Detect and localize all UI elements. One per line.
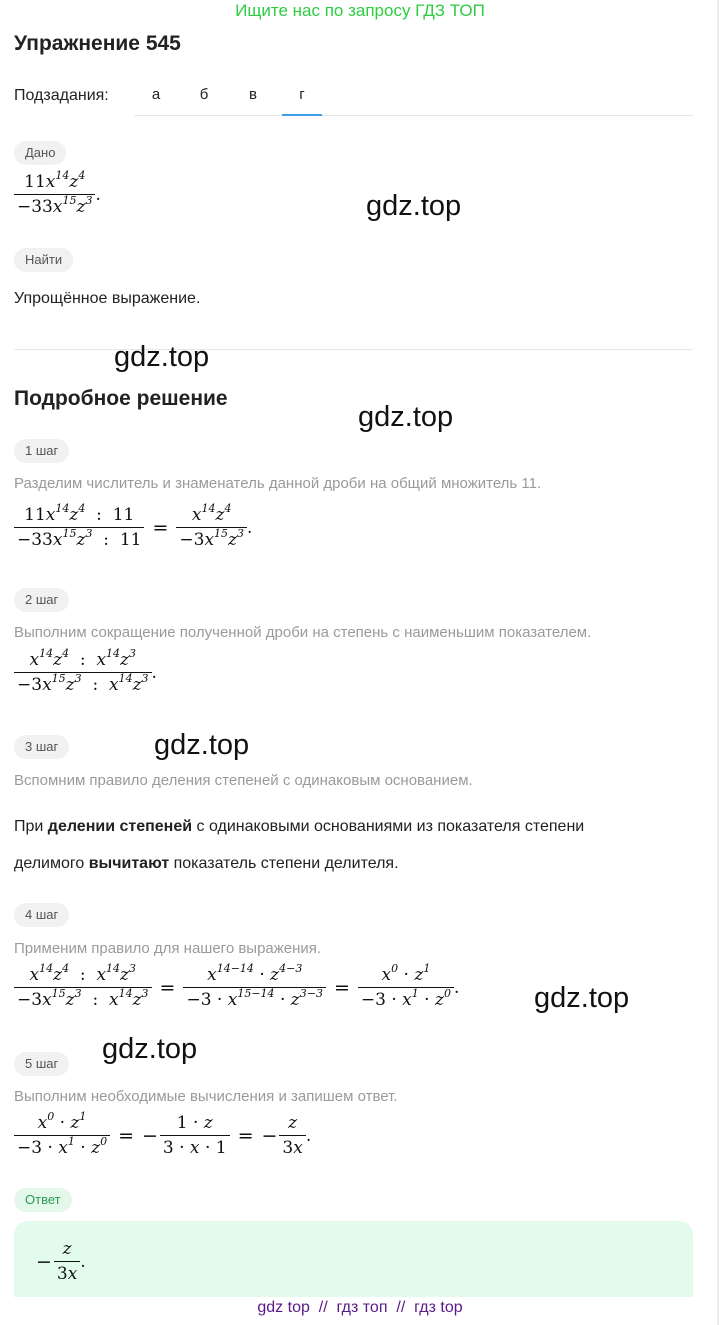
step-5-expression: $\frac{x^0 \cdot z^1}{-3 \cdot x^1 \cdot z^0}$ = − $\frac{1 \cdot z}{3 \cdot x \cdot 1}$ = − $\frac{z}{3x}$ . — [14, 1113, 311, 1158]
watermark: gdz.top — [358, 401, 454, 433]
tab-b[interactable]: б — [199, 86, 209, 103]
step-1-pill: 1 шаг — [14, 439, 69, 463]
subtasks-tabs — [134, 80, 693, 116]
step-4-text: Применим правило для нашего выражения. — [14, 940, 322, 957]
watermark: gdz.top — [114, 341, 210, 373]
step-1-expression: $\frac{11x^{14}z^4 : 11}{-33x^{15}z^3 : 11}$ = $\frac{x^{14}z^4}{-3x^{15}z^3}$ . — [14, 505, 252, 550]
step-3-pill: 3 шаг — [14, 735, 69, 759]
find-text: Упрощённое выражение. — [14, 290, 201, 307]
watermark: gdz.top — [102, 1033, 198, 1065]
page-edge-divider — [717, 0, 719, 1325]
step-5-pill: 5 шаг — [14, 1052, 69, 1076]
step-4-pill: 4 шаг — [14, 903, 69, 927]
given-pill: Дано — [14, 141, 66, 165]
step-3-text: Вспомним правило деления степеней с одинаковым основанием. — [14, 772, 473, 789]
answer-box — [14, 1221, 693, 1297]
page-title: Упражнение 545 — [14, 32, 181, 55]
step-5-text: Выполним необходимые вычисления и запишем ответ. — [14, 1088, 398, 1105]
footer-links[interactable]: gdz top // гдз топ // гдз top — [257, 1299, 463, 1316]
watermark: gdz.top — [154, 729, 250, 761]
subtasks-label: Подзадания: — [14, 87, 109, 104]
answer-expression: − $\frac{z}{3x}$ . — [36, 1239, 86, 1284]
step-4-expression: $\frac{x^{14}z^4 : x^{14}z^3}{-3x^{15}z^3 : x^{14}z^3}$ = $\frac{x^{14-14} \cdot z^{4-3}}{-3 \cdot x^{15-14} \cdot z^{3-3}}$ = $\frac{x^0 \cdot z^1}{-3 \cdot x^1 \cdot z^0}$ . — [14, 965, 459, 1010]
watermark: gdz.top — [366, 190, 462, 222]
given-expression: $\frac{11x^{14}z^4}{-33x^{15}z^3}$ . — [14, 172, 101, 217]
answer-pill: Ответ — [14, 1188, 72, 1212]
step-2-expression: $\frac{x^{14}z^4 : x^{14}z^3}{-3x^{15}z^3 : x^{14}z^3}$ . — [14, 650, 157, 695]
solution-title: Подробное решение — [14, 387, 228, 410]
tab-v[interactable]: в — [249, 86, 257, 103]
step-1-text: Разделим числитель и знаменатель данной дроби на общий множитель 11. — [14, 475, 542, 492]
search-banner[interactable]: Ищите нас по запросу ГДЗ ТОП — [235, 1, 485, 20]
find-pill: Найти — [14, 248, 73, 272]
watermark: gdz.top — [534, 982, 630, 1014]
step-2-pill: 2 шаг — [14, 588, 69, 612]
tab-g[interactable]: г — [282, 86, 322, 116]
step-3-rule: При делении степеней с одинаковыми основаниями из показателя степени делимого вычитают показатель степени делителя. — [14, 818, 585, 872]
tab-a[interactable]: а — [151, 86, 161, 103]
step-2-text: Выполним сокращение полученной дроби на степень с наименьшим показателем. — [14, 624, 592, 641]
